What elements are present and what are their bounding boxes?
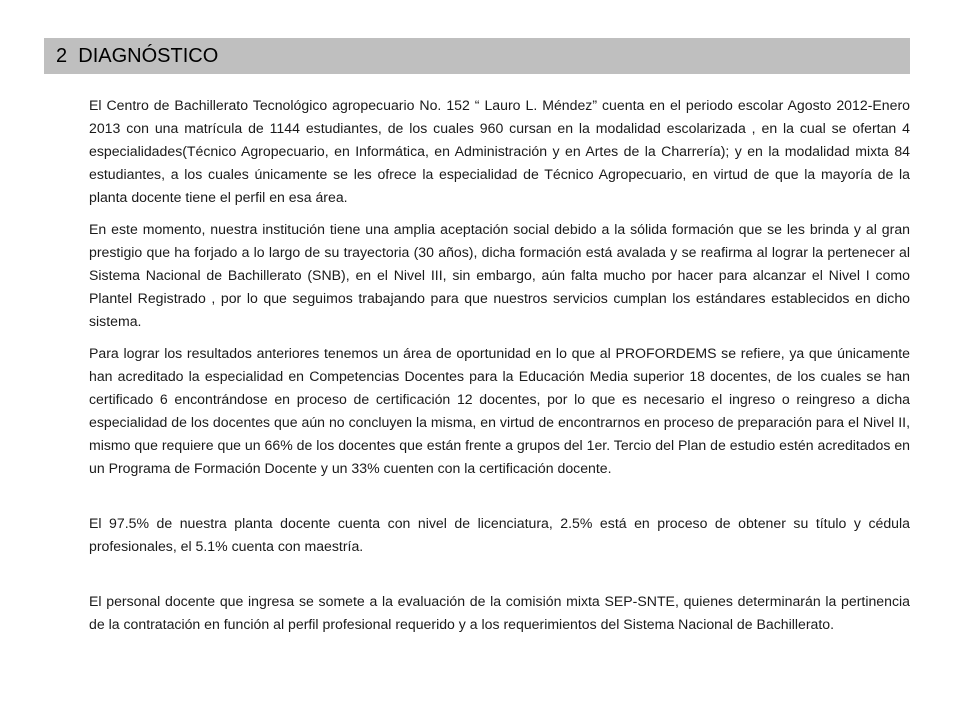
paragraph-recognition: En este momento, nuestra institución tiene una amplia aceptación social debido a la sólida formación que se les brinda y al gran prestigio que ha forjado a lo largo de su trayectoria (30 años), dicha formación está avalada y se reafirma al lograr la pertenecer al Sistema Nacional de Bachillerato (SNB), en el Nivel III, sin embargo, aún falta mucho por hacer para alcanzar el Nivel I como Plantel Registrado , por lo que seguimos trabajando para que nuestros servicios cumplan los estándares establecidos en dicho sistema.: [89, 221, 910, 329]
section-number: 2: [56, 44, 68, 67]
paragraph-enrollment: El Centro de Bachillerato Tecnológico agropecuario No. 152 “ Lauro L. Méndez” cuenta en el periodo escolar Agosto 2012-Enero 2013 con una matrícula de 1144 estudiantes, de los cuales 960 cursan en la modalidad escolarizada , en la cual se ofertan 4 especialidades(Técnico Agropecuario, en Informática, en Administración y en Artes de la Charrería); y en la modalidad mixta 84 estudiantes, a los cuales únicamente se les ofrece la especialidad de Técnico Agropecuario, en virtud de que la mayoría de la planta docente tiene el perfil en esa área.: [89, 97, 910, 205]
paragraph-staff-evaluation: El personal docente que ingresa se somete a la evaluación de la comisión mixta SEP-SNTE, quienes determinarán la pertinencia de la contratación en función al perfil profesional requerido y a los requerimientos del Sistema Nacional de Bachillerato.: [89, 593, 910, 632]
section-header: [44, 38, 910, 74]
section-title: DIAGNÓSTICO: [78, 44, 219, 67]
paragraph-profordems: Para lograr los resultados anteriores tenemos un área de oportunidad en lo que al PROFORDEMS se refiere, ya que únicamente han acreditado la especialidad en Competencias Docentes para la Educación Media superior 18 docentes, de los cuales se han certificado 6 encontrándose en proceso de certificación 12 docentes, por lo que es necesario el ingreso o reingreso a dicha especialidad de los docentes que aún no concluyen la misma, en virtud de encontrarnos en proceso de preparación para el Nivel II, mismo que requiere que un 66% de los docentes que están frente a grupos del 1er. Tercio del Plan de estudio estén acreditados en un Programa de Formación Docente y un 33% cuenten con la certificación docente.: [89, 345, 910, 476]
document-body: [89, 94, 910, 636]
paragraph-staff-degrees: El 97.5% de nuestra planta docente cuenta con nivel de licenciatura, 2.5% está en proceso de obtener su título y cédula profesionales, el 5.1% cuenta con maestría.: [89, 515, 910, 554]
